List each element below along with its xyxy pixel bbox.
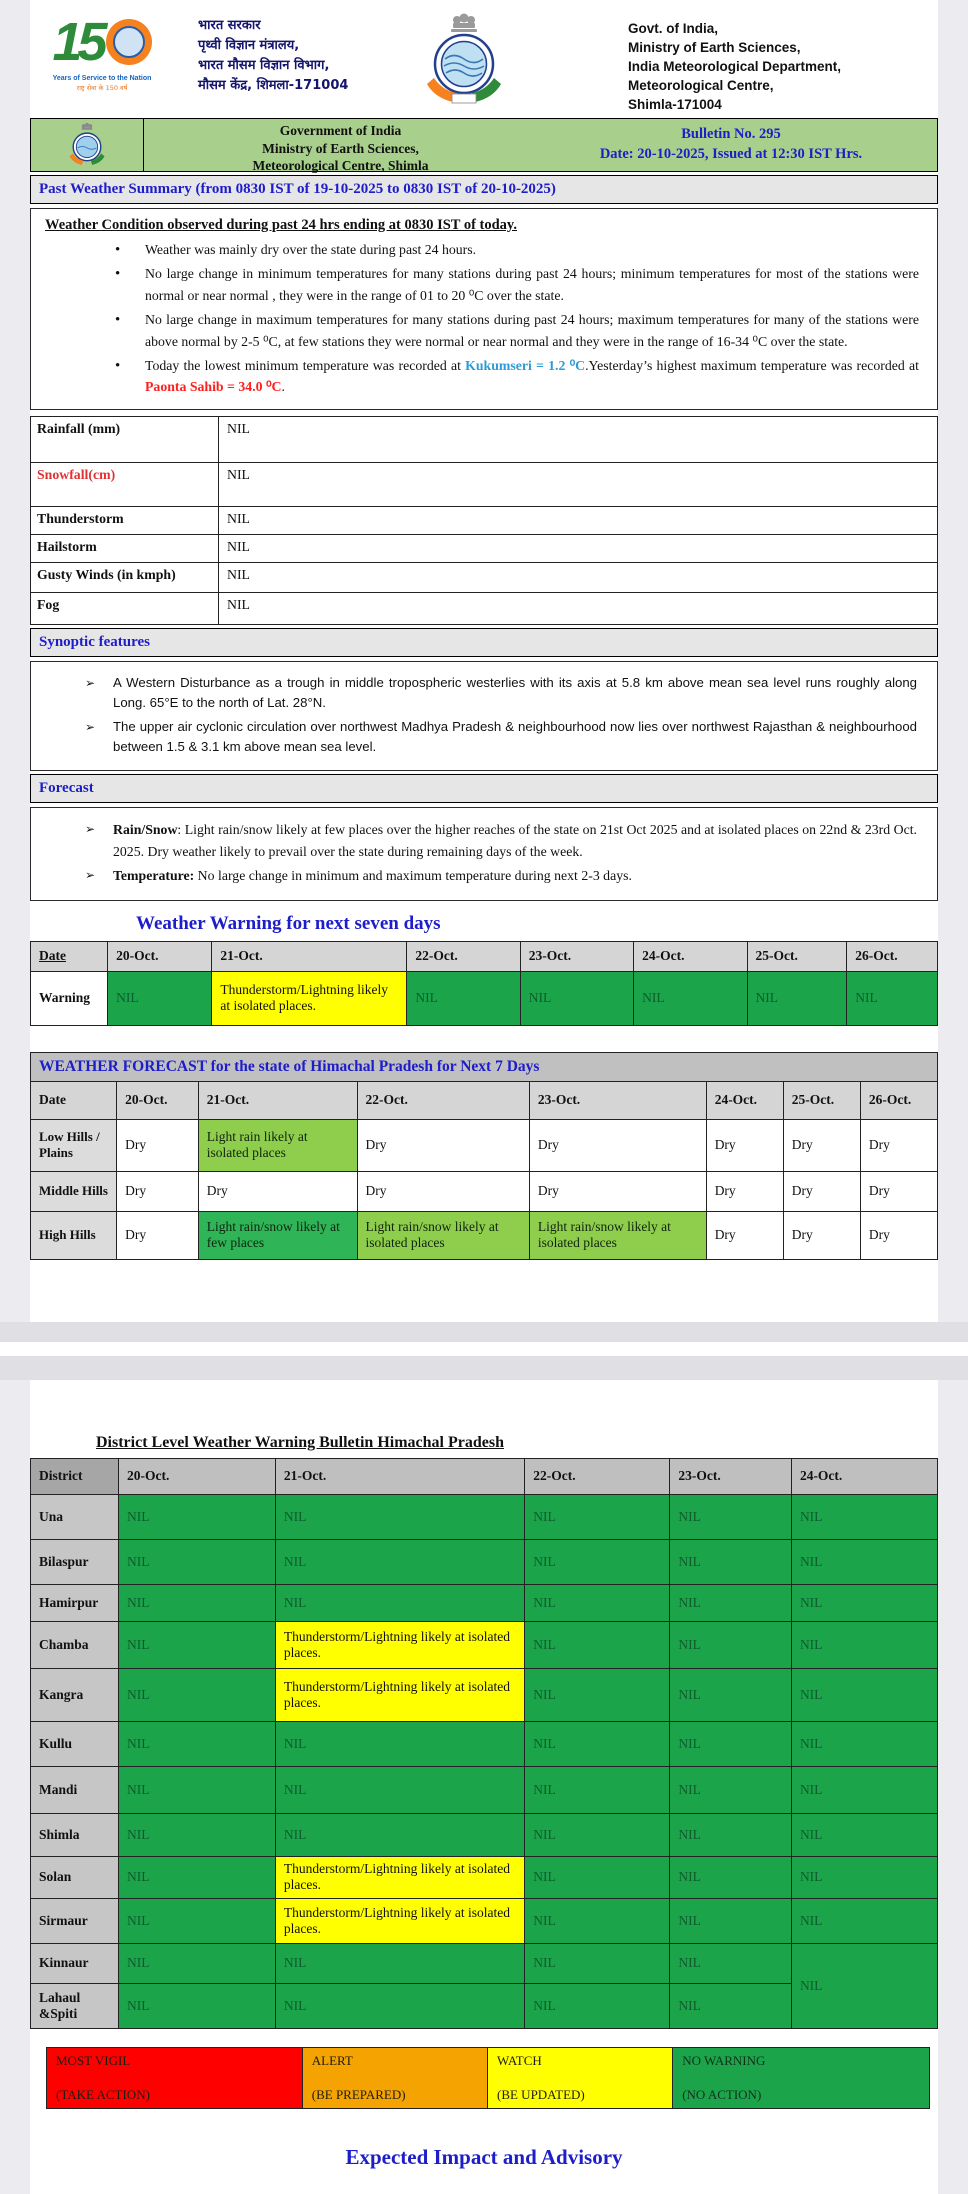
district-warning-table-cell: NIL bbox=[525, 1668, 670, 1721]
district-warning-table-cell: NIL bbox=[525, 1943, 670, 1983]
seven-day-warning-table-cell: NIL bbox=[520, 971, 633, 1025]
seven-day-warning-table-cell: NIL bbox=[847, 971, 938, 1025]
element-value: NIL bbox=[219, 462, 938, 506]
district-warning-table-cell: NIL bbox=[118, 1621, 275, 1668]
district-warning-table-cell: NIL bbox=[670, 1813, 792, 1856]
seven-day-forecast-container bbox=[30, 1052, 938, 1260]
bulletin-date: Date: 20-10-2025, Issued at 12:30 IST Hrs. bbox=[599, 146, 863, 162]
english-line: Shimla-171004 bbox=[628, 96, 722, 112]
page-2 bbox=[30, 1380, 938, 2194]
district-warning-table-cell: NIL bbox=[791, 1898, 937, 1943]
district-warning-table-cell: NIL bbox=[275, 1494, 524, 1539]
district-warning-table-cell: NIL bbox=[670, 1621, 792, 1668]
table-title: WEATHER FORECAST for the state of Himachal Pradesh for Next 7 Days bbox=[31, 1052, 938, 1081]
banner-emblem-graphic bbox=[68, 121, 106, 169]
synoptic-bullet-list bbox=[43, 668, 925, 763]
column-header: 25-Oct. bbox=[783, 1081, 860, 1119]
column-header: 24-Oct. bbox=[791, 1458, 937, 1494]
district-warning-table-cell: NIL bbox=[118, 1584, 275, 1621]
district-warning-table-cell: NIL bbox=[791, 1539, 937, 1584]
row-label: Middle Hills bbox=[31, 1171, 117, 1211]
row-label: Bilaspur bbox=[31, 1539, 119, 1584]
seven-day-warning-table-cell: NIL bbox=[108, 971, 212, 1025]
logo-150-caption-hi: राष्ट्र सेवा के 150 वर्ष bbox=[76, 84, 128, 92]
legend-item-alert bbox=[303, 2048, 488, 2108]
element-label: Hailstorm bbox=[31, 534, 219, 562]
synoptic-bullet: ➢ The upper air cyclonic circulation over northwest Madhya Pradesh & neighbourhood now lies over northwest Rajasthan & neighbourhood between 1.5 & 3.1 km above mean sea level. bbox=[85, 717, 917, 758]
english-line: Govt. of India, bbox=[628, 21, 718, 36]
seven-day-forecast-table bbox=[30, 1052, 938, 1260]
highest-max-temp: Paonta Sahib = 34.0 ⁰C bbox=[145, 379, 282, 395]
district-warning-table-cell: NIL bbox=[791, 1856, 937, 1898]
condition-bullet-list bbox=[43, 239, 925, 352]
seven-day-forecast-table-cell: Dry bbox=[117, 1211, 199, 1259]
legend-label: WATCH bbox=[496, 2052, 542, 2068]
condition-bullet: • Weather was mainly dry over the state during past 24 hours. bbox=[107, 239, 919, 260]
logo-150-digits: 15 bbox=[52, 12, 103, 72]
row-label: Kangra bbox=[31, 1668, 119, 1721]
forecast-temperature-bullet bbox=[85, 865, 917, 886]
district-warning-table bbox=[30, 1458, 938, 2029]
district-warning-table-cell: NIL bbox=[670, 1494, 792, 1539]
legend-sub-label: (BE UPDATED) bbox=[496, 2086, 585, 2102]
district-warning-table-cell: NIL bbox=[525, 1494, 670, 1539]
bulletin-meta bbox=[537, 119, 937, 171]
english-line: Ministry of Earth Sciences, bbox=[628, 39, 801, 55]
forecast-rain-snow-text: : Light rain/snow likely at few places over the higher reaches of the state on 21st Oct 2025 and at isolated places on 22nd & 23rd Oct. 2025. Dry weather likely to prevail over the state during remaining days of the week. bbox=[113, 822, 917, 859]
district-warning-table-cell: NIL bbox=[670, 1983, 792, 2028]
hindi-line: भारत मौसम विज्ञान विभाग, bbox=[198, 58, 330, 74]
english-line: Meteorological Centre, bbox=[628, 77, 774, 93]
row-label: High Hills bbox=[31, 1211, 117, 1259]
forecast-box bbox=[30, 807, 938, 900]
column-header: Date bbox=[31, 1081, 117, 1119]
forecast-bullet-list bbox=[43, 814, 925, 891]
seven-day-forecast-table-cell: Light rain/snow likely at isolated places bbox=[529, 1211, 706, 1259]
legend-sub-label: (TAKE ACTION) bbox=[56, 2086, 150, 2102]
imd-emblem bbox=[420, 12, 508, 112]
element-value: NIL bbox=[219, 506, 938, 534]
column-header: 20-Oct. bbox=[108, 941, 212, 971]
forecast-heading: Forecast bbox=[30, 774, 938, 803]
page-1 bbox=[30, 0, 938, 1322]
banner-line: Ministry of Earth Sciences, bbox=[262, 140, 419, 156]
banner-office-name bbox=[144, 119, 537, 174]
column-header: 21-Oct. bbox=[198, 1081, 357, 1119]
element-label: Fog bbox=[31, 592, 219, 624]
logo-150-globe bbox=[113, 26, 145, 58]
condition-bullet: • No large change in minimum temperatures for many stations during past 24 hours; minimum temperatures for most of the stations were normal or near normal , they were in the range of 01 to 20 ⁰C over the state. bbox=[107, 263, 919, 306]
district-warning-table-cell: NIL bbox=[118, 1983, 275, 2028]
hindi-line: पृथ्वी विज्ञान मंत्रालय, bbox=[198, 38, 300, 54]
column-header: 25-Oct. bbox=[747, 941, 847, 971]
imd-150-years-logo bbox=[42, 12, 162, 112]
seven-day-forecast-table-cell: Dry bbox=[117, 1119, 199, 1171]
column-header: 21-Oct. bbox=[212, 941, 407, 971]
banner-emblem bbox=[31, 119, 144, 171]
district-warning-table-cell: NIL bbox=[118, 1766, 275, 1813]
imd-emblem-graphic bbox=[424, 12, 504, 108]
legend-item-most-vigil bbox=[47, 2048, 303, 2108]
forecast-temperature-text: No large change in minimum and maximum temperature during next 2-3 days. bbox=[194, 868, 632, 884]
row-label: Warning bbox=[31, 971, 108, 1025]
row-label: Kullu bbox=[31, 1721, 119, 1766]
element-value: NIL bbox=[219, 562, 938, 592]
column-header: 24-Oct. bbox=[706, 1081, 783, 1119]
seven-day-forecast-table-cell: Dry bbox=[783, 1119, 860, 1171]
record-middle: .Yesterday’s highest maximum temperature was recorded at bbox=[585, 357, 919, 373]
seven-day-forecast-table-cell: Dry bbox=[860, 1119, 937, 1171]
seven-day-forecast-table-cell: Dry bbox=[529, 1171, 706, 1211]
column-header: 24-Oct. bbox=[634, 941, 747, 971]
element-value: NIL bbox=[219, 416, 938, 462]
seven-day-warning-table-container bbox=[30, 941, 938, 1026]
logo-150-caption-en: Years of Service to the Nation bbox=[52, 75, 152, 82]
element-value: NIL bbox=[219, 534, 938, 562]
legend-label: NO WARNING bbox=[682, 2052, 766, 2068]
district-warning-table-cell: NIL bbox=[525, 1721, 670, 1766]
banner-line: Meteorological Centre, Shimla bbox=[252, 158, 429, 174]
district-warning-table-cell: NIL bbox=[275, 1983, 524, 2028]
seven-day-warning-title: Weather Warning for next seven days bbox=[136, 912, 441, 934]
lowest-min-temp: Kukumseri = 1.2 ⁰C bbox=[465, 357, 586, 373]
department-name-english bbox=[628, 12, 916, 112]
district-warning-table-cell: NIL bbox=[118, 1494, 275, 1539]
warning-legend bbox=[46, 2047, 930, 2109]
seven-day-warning-table-cell: Thunderstorm/Lightning likely at isolated places. bbox=[212, 971, 407, 1025]
record-suffix: . bbox=[281, 379, 285, 395]
page-separator bbox=[0, 1322, 968, 1380]
district-warning-table-cell: NIL bbox=[118, 1539, 275, 1584]
district-warning-table-cell: NIL bbox=[525, 1813, 670, 1856]
row-label: Shimla bbox=[31, 1813, 119, 1856]
seven-day-forecast-table-cell: Dry bbox=[117, 1171, 199, 1211]
district-warning-table-cell: NIL bbox=[791, 1943, 937, 2028]
element-label: Thunderstorm bbox=[31, 506, 219, 534]
legend-item-watch bbox=[488, 2048, 673, 2108]
column-header: 26-Oct. bbox=[860, 1081, 937, 1119]
row-label: Kinnaur bbox=[31, 1943, 119, 1983]
district-warning-table-container bbox=[30, 1458, 938, 2029]
district-warning-table-cell: NIL bbox=[118, 1721, 275, 1766]
district-warning-table-cell: NIL bbox=[525, 1898, 670, 1943]
column-header: 21-Oct. bbox=[275, 1458, 524, 1494]
legend-label: ALERT bbox=[311, 2052, 353, 2068]
district-warning-table-cell: NIL bbox=[791, 1766, 937, 1813]
column-header: District bbox=[31, 1458, 119, 1494]
logo-150-zero-ring bbox=[106, 19, 152, 65]
bulletin-number: Bulletin No. 295 bbox=[681, 126, 781, 143]
district-warning-table-cell: NIL bbox=[118, 1943, 275, 1983]
element-label: Snowfall(cm) bbox=[31, 462, 219, 506]
seven-day-forecast-table-cell: Dry bbox=[783, 1211, 860, 1259]
district-warning-table-cell: NIL bbox=[525, 1856, 670, 1898]
forecast-rain-snow-bullet bbox=[85, 819, 917, 862]
seven-day-forecast-table-cell: Dry bbox=[860, 1171, 937, 1211]
banner-line: Government of India bbox=[279, 123, 402, 138]
district-warning-table-cell: NIL bbox=[791, 1621, 937, 1668]
element-label: Rainfall (mm) bbox=[31, 416, 219, 462]
synoptic-features-heading: Synoptic features bbox=[30, 628, 938, 657]
seven-day-warning-table-cell: NIL bbox=[407, 971, 520, 1025]
district-warning-table-cell: NIL bbox=[118, 1668, 275, 1721]
department-name-hindi bbox=[198, 12, 398, 112]
seven-day-forecast-table-cell: Dry bbox=[706, 1119, 783, 1171]
district-warning-table-cell: NIL bbox=[670, 1668, 792, 1721]
district-warning-table-cell: NIL bbox=[275, 1943, 524, 1983]
letterhead bbox=[30, 0, 938, 118]
synoptic-bullet: ➢ A Western Disturbance as a trough in middle tropospheric westerlies with its axis at 5.8 km above mean sea level runs roughly along Long. 65°E to the north of Lat. 28°N. bbox=[85, 673, 917, 714]
record-temperature-list bbox=[43, 355, 925, 398]
district-warning-table-cell: NIL bbox=[275, 1766, 524, 1813]
district-warning-table-cell: NIL bbox=[670, 1539, 792, 1584]
bulletin-banner bbox=[30, 118, 938, 172]
seven-day-forecast-table-cell: Dry bbox=[860, 1211, 937, 1259]
hindi-line: भारत सरकार bbox=[198, 18, 261, 33]
district-warning-table-cell: NIL bbox=[791, 1721, 937, 1766]
element-label: Gusty Winds (in kmph) bbox=[31, 562, 219, 592]
seven-day-forecast-table-cell: Dry bbox=[529, 1119, 706, 1171]
district-warning-table-cell: Thunderstorm/Lightning likely at isolated places. bbox=[275, 1668, 524, 1721]
district-warning-table-cell: NIL bbox=[670, 1856, 792, 1898]
legend-label: MOST VIGIL bbox=[56, 2052, 131, 2068]
hindi-line: मौसम केंद्र, शिमला-171004 bbox=[198, 78, 349, 94]
weather-condition-box bbox=[30, 208, 938, 410]
row-label: Lahaul &Spiti bbox=[31, 1983, 119, 2028]
column-header: 23-Oct. bbox=[520, 941, 633, 971]
district-warning-table-cell: NIL bbox=[118, 1898, 275, 1943]
row-label: Sirmaur bbox=[31, 1898, 119, 1943]
row-label: Hamirpur bbox=[31, 1584, 119, 1621]
column-header: 20-Oct. bbox=[117, 1081, 199, 1119]
column-header: 26-Oct. bbox=[847, 941, 938, 971]
district-warning-table-cell: NIL bbox=[525, 1766, 670, 1813]
district-warning-table-cell: Thunderstorm/Lightning likely at isolated places. bbox=[275, 1621, 524, 1668]
record-temperature-bullet bbox=[107, 355, 919, 398]
seven-day-forecast-table-cell: Dry bbox=[198, 1171, 357, 1211]
column-header: 22-Oct. bbox=[357, 1081, 529, 1119]
seven-day-forecast-table-cell: Dry bbox=[357, 1119, 529, 1171]
column-header: 22-Oct. bbox=[407, 941, 520, 971]
column-header: Date bbox=[31, 941, 108, 971]
district-warning-table-cell: Thunderstorm/Lightning likely at isolated places. bbox=[275, 1898, 524, 1943]
english-line: India Meteorological Department, bbox=[628, 58, 842, 74]
past-weather-elements-table bbox=[30, 416, 938, 625]
forecast-temperature-label: Temperature: bbox=[113, 868, 195, 884]
condition-heading: Weather Condition observed during past 24 hrs ending at 0830 IST of today. bbox=[45, 217, 518, 233]
seven-day-warning-table bbox=[30, 941, 938, 1026]
row-label: Mandi bbox=[31, 1766, 119, 1813]
district-warning-table-cell: NIL bbox=[118, 1813, 275, 1856]
seven-day-forecast-table-cell: Light rain likely at isolated places bbox=[198, 1119, 357, 1171]
expected-impact-title: Expected Impact and Advisory bbox=[345, 2144, 623, 2169]
legend-item-no-warning bbox=[673, 2048, 929, 2108]
district-warning-table-cell: NIL bbox=[791, 1813, 937, 1856]
seven-day-forecast-table-cell: Dry bbox=[783, 1171, 860, 1211]
district-warning-table-cell: NIL bbox=[275, 1584, 524, 1621]
row-label: Una bbox=[31, 1494, 119, 1539]
district-warning-table-cell: NIL bbox=[670, 1766, 792, 1813]
district-warning-table-cell: NIL bbox=[670, 1721, 792, 1766]
column-header: 22-Oct. bbox=[525, 1458, 670, 1494]
district-warning-table-cell: NIL bbox=[791, 1494, 937, 1539]
column-header: 23-Oct. bbox=[529, 1081, 706, 1119]
seven-day-forecast-table-cell: Dry bbox=[706, 1211, 783, 1259]
row-label: Solan bbox=[31, 1856, 119, 1898]
column-header: 20-Oct. bbox=[118, 1458, 275, 1494]
element-value: NIL bbox=[219, 592, 938, 624]
past-weather-summary-heading: Past Weather Summary (from 0830 IST of 19-10-2025 to 0830 IST of 20-10-2025) bbox=[30, 175, 938, 204]
district-warning-title: District Level Weather Warning Bulletin Himachal Pradesh bbox=[96, 1433, 504, 1451]
row-label: Low Hills / Plains bbox=[31, 1119, 117, 1171]
district-warning-table-cell: NIL bbox=[525, 1539, 670, 1584]
row-label: Chamba bbox=[31, 1621, 119, 1668]
district-warning-table-cell: NIL bbox=[275, 1721, 524, 1766]
district-warning-table-cell: NIL bbox=[670, 1943, 792, 1983]
district-warning-table-cell: NIL bbox=[670, 1898, 792, 1943]
district-warning-table-cell: NIL bbox=[791, 1584, 937, 1621]
district-warning-table-cell: NIL bbox=[118, 1856, 275, 1898]
district-warning-table-cell: NIL bbox=[525, 1983, 670, 2028]
district-warning-table-cell: NIL bbox=[275, 1813, 524, 1856]
district-warning-table-cell: NIL bbox=[791, 1668, 937, 1721]
seven-day-forecast-table-cell: Dry bbox=[706, 1171, 783, 1211]
forecast-rain-snow-label: Rain/Snow bbox=[113, 822, 178, 838]
district-warning-table-cell: NIL bbox=[525, 1584, 670, 1621]
seven-day-forecast-table-cell: Light rain/snow likely at few places bbox=[198, 1211, 357, 1259]
column-header: 23-Oct. bbox=[670, 1458, 792, 1494]
condition-bullet: • No large change in maximum temperatures for many stations during past 24 hours; maximum temperatures for many of the stations were above normal by 2-5 ⁰C, at few stations they were normal or near normal and they were in the range of 16-34 ⁰C over the state. bbox=[107, 309, 919, 352]
district-warning-table-cell: Thunderstorm/Lightning likely at isolated places. bbox=[275, 1856, 524, 1898]
district-warning-table-cell: NIL bbox=[525, 1621, 670, 1668]
legend-sub-label: (NO ACTION) bbox=[682, 2086, 762, 2102]
district-warning-table-cell: NIL bbox=[275, 1539, 524, 1584]
synoptic-features-box bbox=[30, 661, 938, 772]
district-warning-table-cell: NIL bbox=[670, 1584, 792, 1621]
seven-day-warning-table-cell: NIL bbox=[747, 971, 847, 1025]
seven-day-forecast-table-cell: Dry bbox=[357, 1171, 529, 1211]
seven-day-forecast-table-cell: Light rain/snow likely at isolated places bbox=[357, 1211, 529, 1259]
seven-day-warning-table-cell: NIL bbox=[634, 971, 747, 1025]
record-prefix: Today the lowest minimum temperature was recorded at bbox=[145, 357, 466, 373]
legend-sub-label: (BE PREPARED) bbox=[311, 2086, 406, 2102]
